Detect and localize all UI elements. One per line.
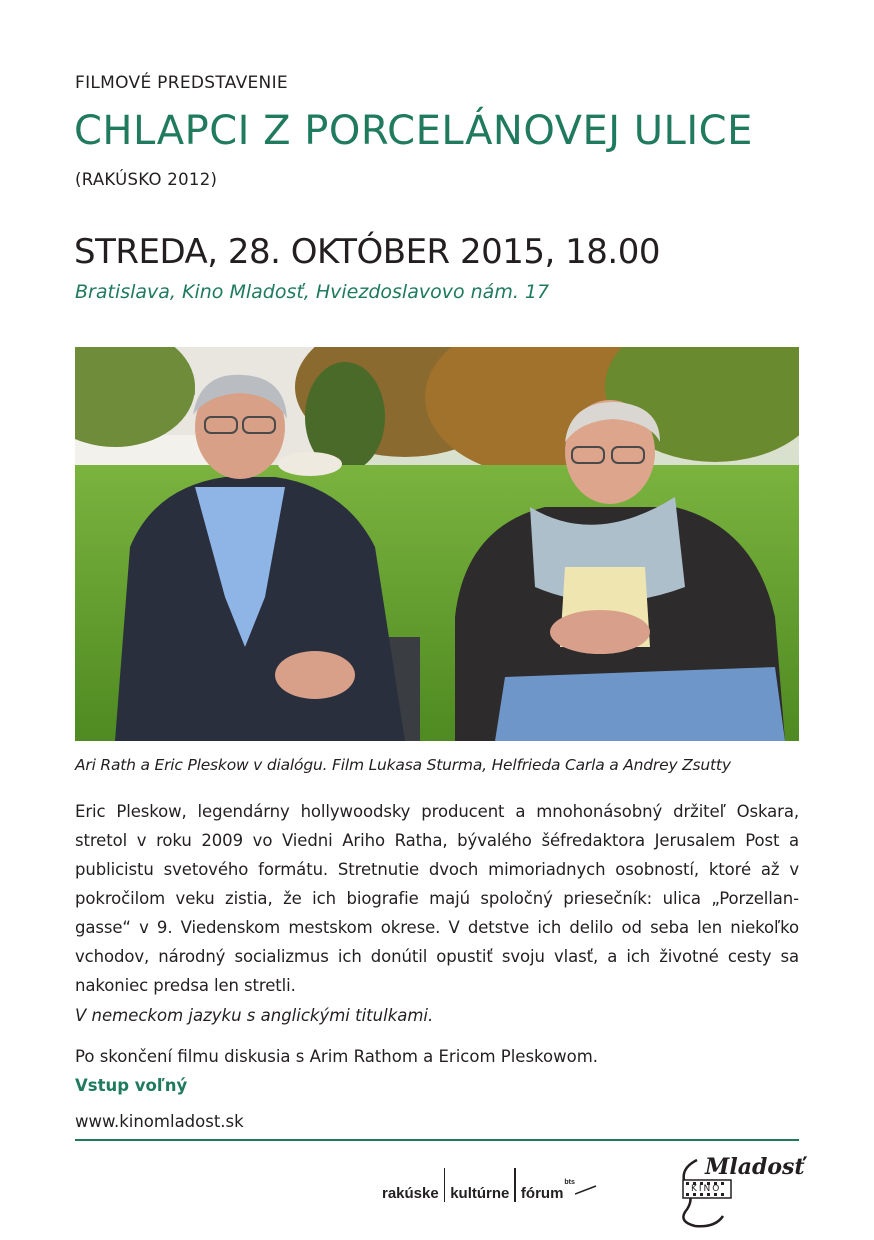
film-description: Eric Pleskow, legendárny hollywoodsky producent a mnohonásobný držiteľ Oskara, stretol v roku 2009 vo Viedni Ariho Ratha, bývalého šéfredaktora Jerusalem Post a publicistu svetového formátu. Stretnutie dvoch mimoriadnych osobností, ktoré až v pokročilom veku zistia, že ich biografie majú spoločný priesečník: ulica „Porzellan-gasse“ v 9. Viedenskom mestskom okrese. V detstve ich delilo od seba len niekoľko vchodov, národný socializmus ich donútil opustiť svoju vlasť, a ich životné cesty sa nakoniec predsa len stretli. bbox=[75, 802, 799, 995]
austrian-cultural-forum-logo bbox=[382, 1162, 597, 1202]
forum-swoosh-icon bbox=[575, 1184, 597, 1196]
event-datetime: STREDA, 28. OKTÓBER 2015, 18.00 bbox=[74, 232, 660, 272]
logo-kino: KINO bbox=[691, 1184, 722, 1194]
language-note: V nemeckom jazyku s anglickými titulkami. bbox=[75, 1006, 434, 1025]
film-title: CHLAPCI Z PORCELÁNOVEJ ULICE bbox=[74, 108, 753, 154]
film-still-photo bbox=[75, 347, 799, 741]
forum-separator bbox=[514, 1168, 516, 1202]
event-kicker: FILMOVÉ PREDSTAVENIE bbox=[75, 73, 288, 93]
logo-wordmark: Mladosť bbox=[705, 1154, 805, 1180]
website-link[interactable]: www.kinomladost.sk bbox=[75, 1112, 244, 1131]
forum-superscript: bts bbox=[564, 1179, 575, 1186]
forum-word-1: rakúske bbox=[382, 1185, 439, 1202]
discussion-note: Po skončení filmu diskusia s Arim Rathom a Ericom Pleskowom. bbox=[75, 1047, 599, 1066]
forum-word-3: fórum bbox=[520, 1185, 564, 1202]
kino-mladost-logo bbox=[675, 1150, 805, 1230]
film-origin: (RAKÚSKO 2012) bbox=[75, 170, 218, 189]
forum-separator bbox=[444, 1168, 446, 1202]
forum-word-2: kultúrne bbox=[450, 1185, 510, 1202]
event-venue: Bratislava, Kino Mladosť, Hviezdoslavovo nám. 17 bbox=[75, 281, 550, 303]
photo-caption: Ari Rath a Eric Pleskow v dialógu. Film Lukasa Sturma, Helfrieda Carla a Andrey Zsutty bbox=[75, 756, 731, 774]
footer-divider bbox=[75, 1139, 799, 1141]
free-entry-note: Vstup voľný bbox=[75, 1076, 188, 1095]
